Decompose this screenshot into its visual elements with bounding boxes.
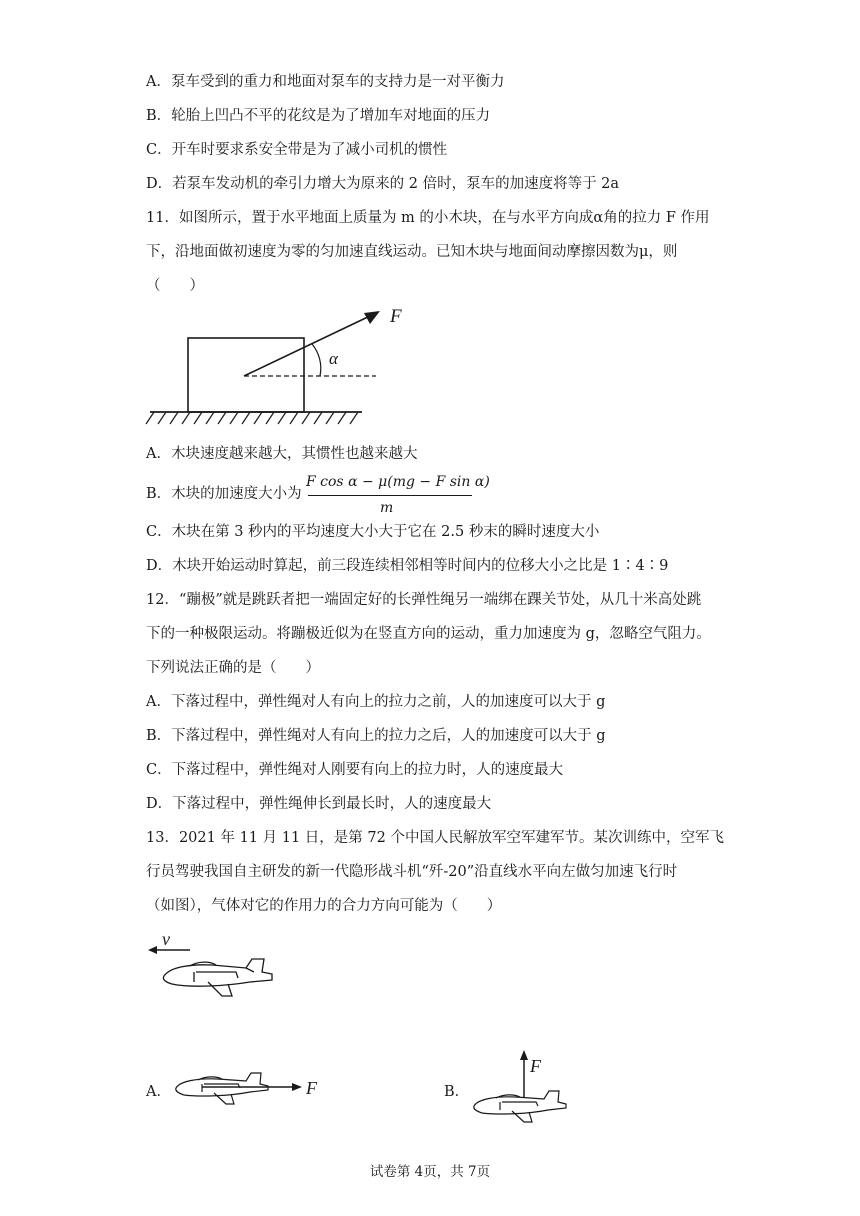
formula-denominator: m: [380, 500, 394, 516]
q12-option-b: B．下落过程中，弹性绳对人有向上的拉力之后，人的加速度可以大于 g: [146, 728, 606, 744]
q11-option-d: D．木块开始运动时算起，前三段连续相邻相等时间内的位移大小之比是 1∶4∶9: [146, 558, 669, 574]
q13-option-b-label: B．: [444, 1084, 470, 1100]
formula-numerator: F cos α − μ(mg − F sin α): [306, 474, 490, 490]
fighter-jet-icon: [474, 1091, 566, 1122]
angle-label-alpha: α: [329, 349, 338, 368]
q13-stem-line3: （如图），气体对它的作用力的合力方向可能为（ ）: [146, 898, 502, 914]
q11-option-b-prefix: B．木块的加速度大小为: [146, 486, 302, 502]
angle-arc: [312, 344, 321, 376]
q10-option-b: B．轮胎上凹凸不平的花纹是为了增加车对地面的压力: [146, 108, 491, 124]
velocity-label-v: v: [162, 929, 170, 949]
force-arrowhead: [292, 1083, 302, 1091]
q11-stem-line3: （ ）: [146, 278, 204, 294]
q12-stem-line1: 12．“蹦极”就是跳跃者把一端固定好的长弹性绳另一端绑在踝关节处，从几十米高处跳: [146, 592, 702, 608]
q11-stem-line2: 下，沿地面做初速度为零的匀加速直线运动。已知木块与地面间动摩擦因数为μ，则: [146, 244, 678, 260]
q12-option-c: C．下落过程中，弹性绳对人刚要有向上的拉力时，人的速度最大: [146, 762, 564, 778]
q13-jet-figure: [146, 928, 286, 1004]
q10-option-d: D．若泵车发动机的牵引力增大为原来的 2 倍时，泵车的加速度将等于 2a: [146, 176, 620, 192]
page-footer: 试卷第 4页，共 7页: [369, 1164, 491, 1180]
q11-option-a: A．木块速度越来越大，其惯性也越来越大: [146, 446, 418, 462]
fighter-jet-icon: [163, 959, 272, 996]
q13-option-a-label: A．: [146, 1084, 171, 1100]
q10-option-c: C．开车时要求系安全带是为了减小司机的惯性: [146, 142, 448, 158]
force-label-F: F: [390, 306, 402, 327]
force-vector-line: [244, 315, 372, 376]
q13-option-b-figure: [468, 1048, 588, 1128]
q11-option-c: C．木块在第 3 秒内的平均速度大小大于它在 2.5 秒末的瞬时速度大小: [146, 524, 600, 540]
q10-option-a: A．泵车受到的重力和地面对泵车的支持力是一对平衡力: [146, 74, 505, 90]
q12-option-d: D．下落过程中，弹性绳伸长到最长时，人的速度最大: [146, 796, 492, 812]
q12-stem-line3: 下列说法正确的是（ ）: [146, 660, 320, 676]
q11-block-diagram: [140, 300, 400, 430]
q12-option-a: A．下落过程中，弹性绳对人有向上的拉力之前，人的加速度可以大于 g: [146, 694, 606, 710]
ground-hatch: [146, 412, 358, 424]
q12-stem-line2: 下的一种极限运动。将蹦极近似为在竖直方向的运动，重力加速度为 g，忽略空气阻力。: [146, 626, 711, 642]
force-label-F: F: [306, 1078, 317, 1098]
force-label-F: F: [530, 1056, 541, 1076]
q11-stem-line1: 11．如图所示，置于水平地面上质量为 m 的小木块，在与水平方向成α角的拉力 F 作用: [146, 210, 710, 226]
q13-stem-line1: 13．2021 年 11 月 11 日，是第 72 个中国人民解放军空军建军节。某次训练中，空军飞: [146, 830, 724, 846]
force-arrowhead: [520, 1050, 528, 1060]
q13-stem-line2: 行员驾驶我国自主研发的新一代隐形战斗机“歼-20”沿直线水平向左做匀加速飞行时: [146, 864, 678, 880]
fighter-jet-icon: [176, 1073, 268, 1104]
fraction-bar: [308, 495, 472, 496]
velocity-arrowhead: [148, 946, 157, 954]
q13-option-a-figure: [168, 1066, 328, 1114]
